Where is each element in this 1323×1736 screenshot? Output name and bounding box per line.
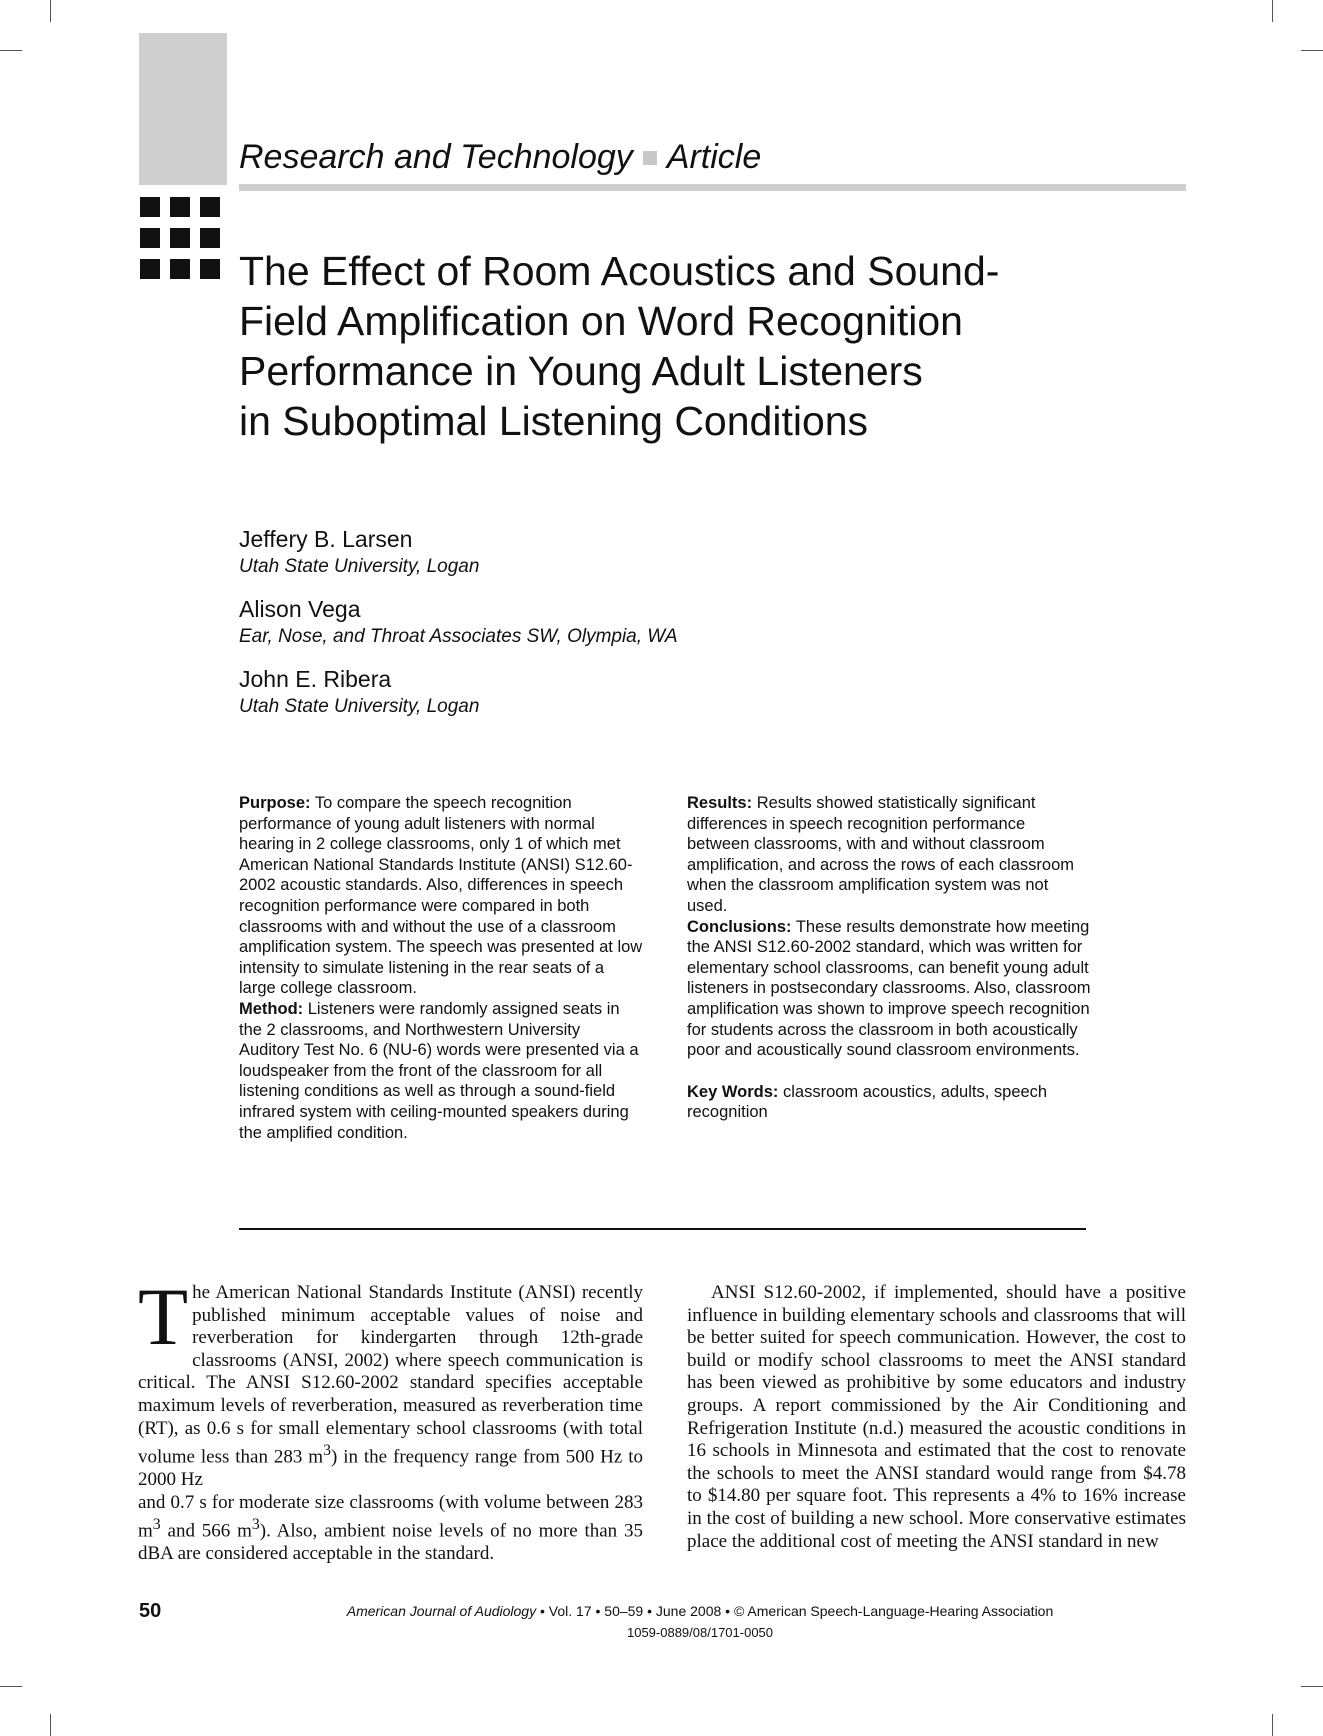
title-line: Field Amplification on Word Recognition — [239, 298, 963, 344]
superscript: 3 — [152, 1516, 161, 1534]
title-line: The Effect of Room Acoustics and Sound- — [239, 248, 1000, 294]
title-line: in Suboptimal Listening Conditions — [239, 398, 869, 444]
author-affiliation: Utah State University, Logan — [239, 556, 480, 577]
separator-square-icon — [643, 151, 657, 165]
author-affiliation: Utah State University, Logan — [239, 696, 480, 717]
abstract-right-column — [687, 793, 1092, 1123]
header-rule — [239, 184, 1186, 191]
body-right-column — [687, 1282, 1186, 1553]
abstract-left-column — [239, 793, 643, 1143]
crop-mark — [1272, 0, 1273, 22]
crop-mark — [0, 50, 22, 51]
square-grid-icon — [138, 197, 228, 279]
body-text: and 566 m — [160, 1520, 252, 1542]
abstract-divider — [239, 1228, 1086, 1230]
superscript: 3 — [251, 1516, 260, 1534]
header-grey-block — [139, 33, 227, 185]
subsection-label: Article — [666, 138, 762, 176]
body-paragraph: ANSI S12.60-2002, if implemented, should have a positive influence in building elementary schools and classrooms that will be better suited for speech communication. However, the cost to build or modify school classrooms to meet the ANSI standard has been viewed as prohibitive by some educators and industry groups. A report commissioned by the Air Conditioning and Refrigeration Institute (n.d.) measured the acoustic conditions in 16 schools in Minnesota and estimated that the cost to renovate the schools to meet the ANSI standard would range from $4.78 to $14.80 per square foot. This represents a 4% to 16% increase in the cost of building a new school. More conservative estimates place the additional cost of meeting the ANSI standard in new — [687, 1282, 1186, 1552]
crop-mark — [1301, 50, 1323, 51]
section-label: Research and Technology — [239, 138, 633, 176]
purpose-label: Purpose: — [239, 794, 311, 812]
title-line: Performance in Young Adult Listeners — [239, 348, 923, 394]
footer-citation — [200, 1603, 1200, 1619]
citation-text: • Vol. 17 • 50–59 • June 2008 • © American Speech-Language-Hearing Association — [536, 1603, 1054, 1619]
author-name: John E. Ribera — [239, 666, 392, 692]
author-list — [239, 524, 1039, 734]
method-text: Listeners were randomly assigned seats in the 2 classrooms, and Northwestern University Auditory Test No. 6 (NU-6) words were presented via a loudspeaker from the front of the classroom for all listening conditions as well as through a sound-field infrared system with ceiling-mounted speakers during the amplified condition. — [239, 999, 639, 1142]
body-left-column — [138, 1271, 643, 1566]
body-text: ) in the frequency range from 500 Hz to 2000 Hz — [138, 1446, 643, 1491]
conclusions-text: These results demonstrate how meeting the ANSI S12.60-2002 standard, which was written for elementary school classrooms, can benefit young adult listeners in postsecondary classrooms. Also, classroom amplification was shown to improve speech recognition for students across the classroom in both acoustically poor and acoustically sound classroom environments. — [687, 917, 1091, 1060]
results-text: Results showed statistically significant differences in speech recognition performance between classrooms, with and without classroom amplification, and across the rows of each classroom when the classroom amplification system was not used. — [687, 794, 1075, 915]
body-text: and 0.7 s for moderate size classrooms (with volume between 283 m — [138, 1491, 643, 1542]
page-number: 50 — [139, 1600, 162, 1622]
article-title — [239, 246, 1139, 446]
crop-mark — [50, 0, 51, 22]
purpose-text: To compare the speech recognition performance of young adult listeners with normal hearing in 2 college classrooms, only 1 of which met American National Standards Institute (ANSI) S12.60-2002 acoustic standards. Also, differences in speech recognition performance were compared in both classrooms with and without the use of a classroom amplification system. The speech was presented at low intensity to simulate listening in the rear seats of a large college classroom. — [239, 794, 643, 998]
author-name: Jeffery B. Larsen — [239, 526, 413, 552]
abstract-purpose — [239, 793, 643, 999]
crop-mark — [0, 1686, 22, 1687]
body-text: he American National Standards Institute (ANSI) recently published minimum acceptable values of noise and reverberation for kindergarten through 12th-grade classrooms (ANSI, 2002) where speech communication is critical. The ANSI S12.60-2002 standard specifies acceptable maximum levels of reverberation, measured as reverberation time (RT), as 0.6 s for small elementary school classrooms (with total volume less than 283 m — [138, 1282, 643, 1468]
body-paragraph — [138, 1492, 643, 1566]
crop-mark — [1272, 1714, 1273, 1736]
journal-name: American Journal of Audiology — [346, 1603, 537, 1619]
footer-issn: 1059-0889/08/1701-0050 — [626, 1625, 774, 1640]
body-text: ). Also, ambient noise levels of no more than 35 dBA are considered acceptable in the standard. — [138, 1520, 643, 1565]
author-name: Alison Vega — [239, 596, 361, 622]
drop-cap: T — [138, 1271, 189, 1362]
abstract-method — [239, 999, 643, 1143]
crop-mark — [50, 1714, 51, 1736]
abstract-keywords — [687, 1082, 1092, 1123]
crop-mark — [1301, 1686, 1323, 1687]
conclusions-label: Conclusions: — [687, 917, 792, 936]
section-header — [239, 138, 761, 177]
keywords-text: classroom acoustics, adults, speech recognition — [687, 1082, 1048, 1122]
author-affiliation: Ear, Nose, and Throat Associates SW, Olympia, WA — [239, 626, 678, 647]
body-paragraph — [138, 1271, 643, 1492]
abstract-results — [687, 793, 1092, 917]
method-label: Method: — [239, 999, 304, 1018]
abstract-conclusions — [687, 917, 1092, 1061]
results-label: Results: — [687, 794, 753, 812]
keywords-label: Key Words: — [687, 1082, 779, 1101]
superscript: 3 — [323, 1442, 331, 1460]
